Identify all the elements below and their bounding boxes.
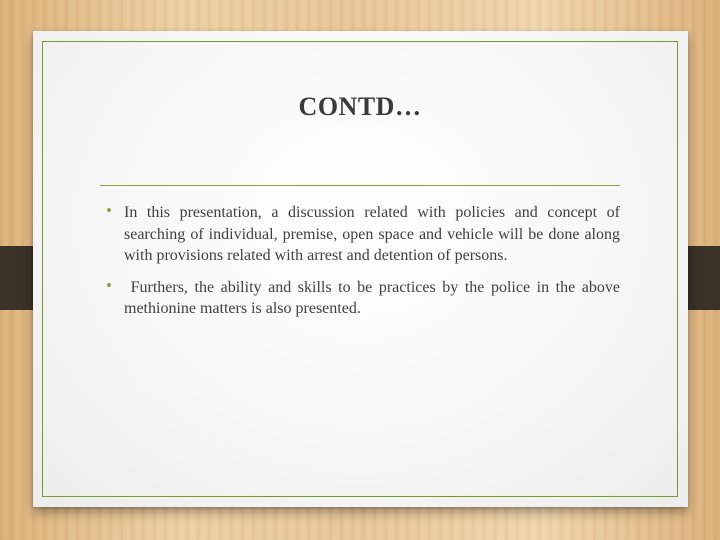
bullet-list — [100, 201, 625, 320]
slide-frame — [42, 41, 678, 497]
bullet-icon: • — [106, 275, 112, 295]
slide-card — [33, 31, 688, 507]
bullet-item — [100, 202, 620, 267]
bullet-text: Furthers, the ability and skills to be practices by the police in the above methionine matters is also presented. — [124, 278, 625, 317]
slide-title: CONTD… — [298, 92, 422, 121]
title-divider — [100, 185, 620, 186]
bullet-item — [100, 275, 625, 320]
bullet-text: In this presentation, a discussion related with policies and concept of searching of individual, premise, open space and vehicle will be done along with provisions related with arrest and detention of persons. — [124, 204, 620, 264]
bullet-icon: • — [106, 201, 112, 220]
slide-body — [100, 201, 625, 330]
